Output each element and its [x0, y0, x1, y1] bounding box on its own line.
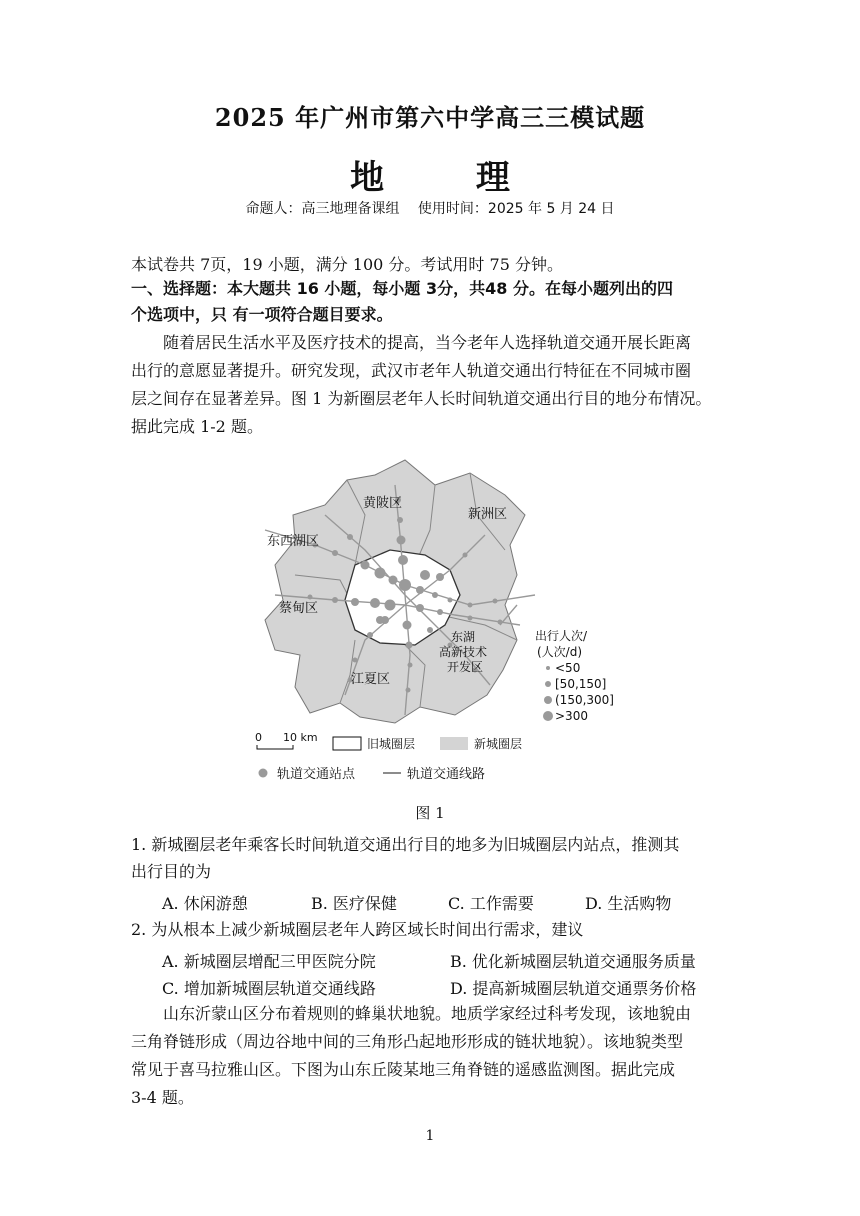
legend-item: (150,300]: [555, 693, 614, 707]
wuhan-rail-map: [255, 455, 635, 800]
district-label-donghu: 开发区: [447, 660, 484, 674]
legend-title-unit: (人次/d): [537, 645, 583, 659]
question2-option-c: C. 增加新城圈层轨道交通线路: [162, 979, 376, 998]
district-label-xinzhou: 新洲区: [468, 507, 508, 522]
new-ring-swatch: [440, 737, 468, 750]
question2-option-b: B. 优化新城圈层轨道交通服务质量: [450, 952, 696, 971]
passage2-line: 三角脊链形成（周边谷地中间的三角形凸起地形形成的链状地貌）。该地貌类型: [131, 1032, 684, 1051]
section-heading-line2: 个选项中，只 有一项符合题目要求。: [131, 305, 393, 324]
question1-stem: 1. 新城圈层老年乘客长时间轨道交通出行目的地多为旧城圈层内站点，推测其: [131, 835, 680, 854]
district-label-dongxihu: 东西湖区: [267, 534, 320, 549]
district-label-jiangxia: 江夏区: [351, 672, 391, 687]
wuhan-rail-map-figure: [255, 455, 635, 800]
question1-stem: 出行目的为: [131, 862, 212, 881]
station-legend-label: 轨道交通站点: [277, 767, 356, 782]
question2-option-d: D. 提高新城圈层轨道交通票务价格: [450, 979, 697, 998]
passage1-line: 据此完成 1-2 题。: [131, 417, 263, 436]
passage2-line: 山东沂蒙山区分布着规则的蜂巢状地貌。地质学家经过科考发现，该地貌由: [131, 1004, 692, 1023]
question1-option-c: C. 工作需要: [448, 894, 534, 913]
passage1-line: 层之间存在显著差异。图 1 为新圈层老年人长时间轨道交通出行目的地分布情况。: [131, 389, 712, 408]
district-label-huangpi: 黄陂区: [363, 496, 403, 511]
legend-item: >300: [555, 709, 588, 723]
old-ring-swatch: [333, 737, 361, 750]
passage1-line: 随着居民生活水平及医疗技术的提高，当今老年人选择轨道交通开展长距离: [131, 333, 692, 352]
question2-option-a: A. 新城圈层增配三甲医院分院: [162, 952, 376, 971]
district-label-donghu: 东湖: [451, 630, 476, 644]
figure-caption: 图 1: [415, 804, 445, 822]
passage2-line: 3-4 题。: [131, 1088, 194, 1107]
exam-intro: 本试卷共 7页，19 小题，满分 100 分。考试用时 75 分钟。: [131, 255, 563, 274]
legend-item: [50,150]: [555, 677, 607, 691]
question1-option-a: A. 休闲游憩: [162, 894, 248, 913]
scale-km: 10 km: [283, 731, 318, 744]
new-ring-label: 新城圈层: [474, 737, 523, 751]
legend-item: <50: [555, 661, 581, 675]
subject-title: 地 理: [350, 158, 550, 198]
question1-option-b: B. 医疗保健: [311, 894, 397, 913]
passage1-line: 出行的意愿显著提升。研究发现，武汉市老年人轨道交通出行特征在不同城市圈: [131, 361, 692, 380]
district-label-donghu: 高新技术: [439, 645, 488, 659]
district-label-caidian: 蔡甸区: [279, 601, 319, 616]
line-legend-label: 轨道交通线路: [407, 767, 486, 782]
question1-option-d: D. 生活购物: [585, 894, 672, 913]
scale-bar: [257, 745, 293, 749]
passage2-line: 常见于喜马拉雅山区。下图为山东丘陵某地三角脊链的遥感监测图。据此完成: [131, 1060, 676, 1079]
exam-meta: 命题人：高三地理备课组 使用时间：2025 年 5 月 24 日: [245, 201, 615, 217]
legend-title: 出行人次/: [535, 629, 588, 643]
page-number: 1: [425, 1128, 435, 1144]
section-heading-line1: 一、选择题：本大题共 16 小题，每小题 3分，共48 分。在每小题列出的四: [131, 279, 673, 298]
exam-title: 2025 年广州市第六中学高三三模试题: [214, 103, 646, 132]
question2-stem: 2. 为从根本上减少新城圈层老年人跨区域长时间出行需求，建议: [131, 920, 584, 939]
scale-zero: 0: [255, 731, 262, 744]
old-ring-label: 旧城圈层: [367, 737, 416, 751]
station-legend-icon: [259, 769, 268, 778]
